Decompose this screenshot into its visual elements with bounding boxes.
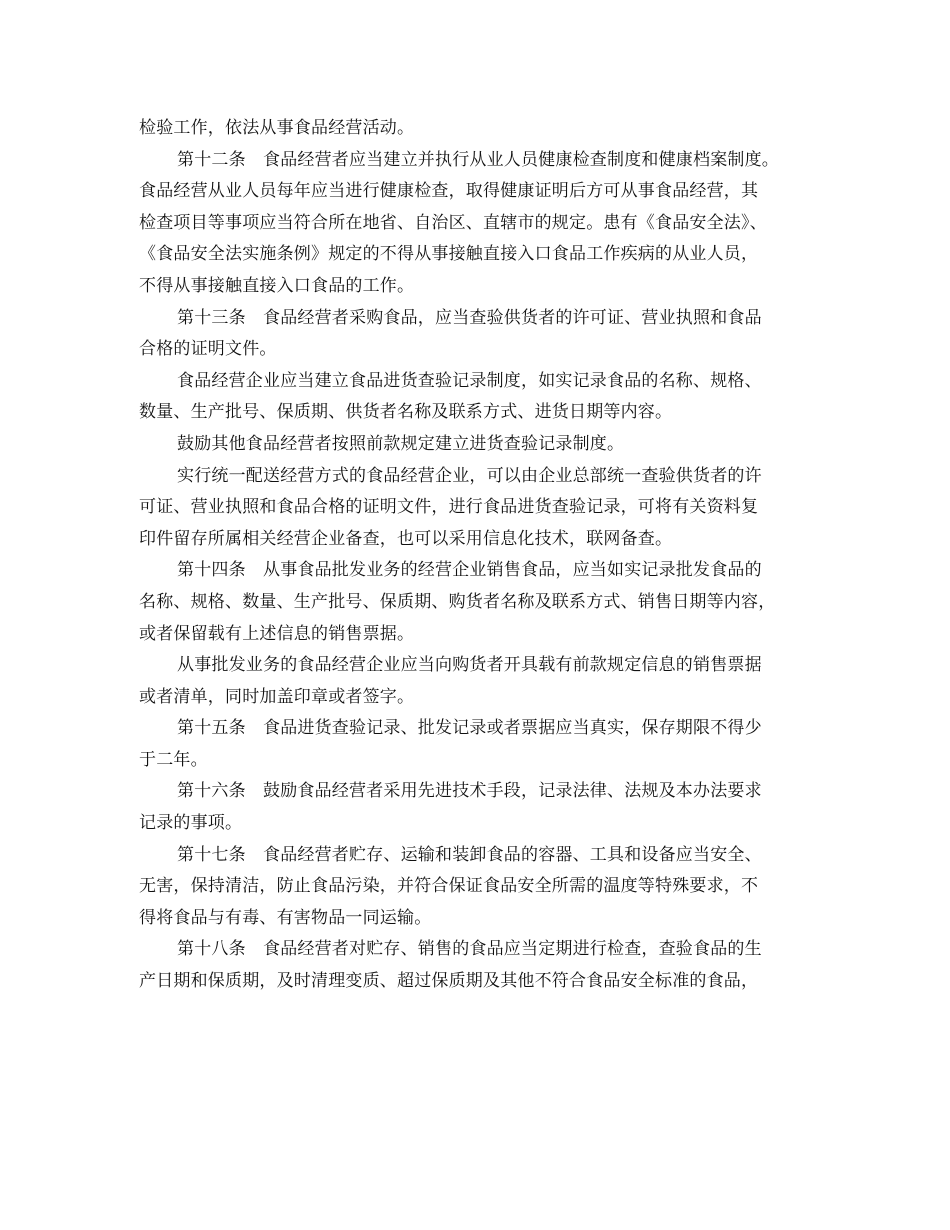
text-line: 名称、规格、数量、生产批号、保质期、购货者名称及联系方式、销售日期等内容， bbox=[139, 591, 776, 612]
text-line: 检验工作，依法从事食品经营活动。 bbox=[139, 118, 415, 138]
text-line: 或者保留载有上述信息的销售票据。 bbox=[139, 623, 415, 644]
paragraph-start-line: 实行统一配送经营方式的食品经营企业，可以由企业总部统一查验供货者的许 bbox=[177, 465, 762, 486]
text-line: 《食品安全法实施条例》规定的不得从事接触直接入口食品工作疾病的从业人员， bbox=[139, 244, 759, 265]
text-line: 检查项目等事项应当符合所在地省、自治区、直辖市的规定。患有《食品安全法》、 bbox=[139, 212, 767, 233]
text-line: 数量、生产批号、保质期、供货者名称及联系方式、进货日期等内容。 bbox=[139, 402, 673, 423]
article-12-heading-line: 第十二条 食品经营者应当建立并执行从业人员健康检查制度和健康档案制度。 bbox=[177, 149, 779, 170]
paragraph-start-line: 从事批发业务的食品经营企业应当向购货者开具载有前款规定信息的销售票据 bbox=[177, 655, 762, 676]
text-line: 印件留存所属相关经营企业备查，也可以采用信息化技术，联网备查。 bbox=[139, 528, 673, 549]
article-15-heading-line: 第十五条 食品进货查验记录、批发记录或者票据应当真实，保存期限不得少 bbox=[177, 718, 762, 739]
text-line: 合格的证明文件。 bbox=[139, 339, 277, 360]
article-16-heading-line: 第十六条 鼓励食品经营者采用先进技术手段，记录法律、法规及本办法要求 bbox=[177, 781, 762, 802]
article-14-heading-line: 第十四条 从事食品批发业务的经营企业销售食品，应当如实记录批发食品的 bbox=[177, 560, 762, 581]
text-line: 于二年。 bbox=[139, 749, 208, 770]
text-line: 食品经营从业人员每年应当进行健康检查，取得健康证明后方可从事食品经营，其 bbox=[139, 181, 759, 202]
text-line: 记录的事项。 bbox=[139, 813, 243, 834]
text-line: 无害，保持清洁，防止食品污染，并符合保证食品安全所需的温度等特殊要求，不 bbox=[139, 876, 759, 897]
article-13-heading-line: 第十三条 食品经营者采购食品，应当查验供货者的许可证、营业执照和食品 bbox=[177, 307, 762, 328]
text-line: 不得从事接触直接入口食品的工作。 bbox=[139, 275, 415, 296]
text-line: 或者清单，同时加盖印章或者签字。 bbox=[139, 686, 415, 707]
text-line: 可证、营业执照和食品合格的证明文件，进行食品进货查验记录，可将有关资料复 bbox=[139, 497, 759, 518]
paragraph-start-line: 食品经营企业应当建立食品进货查验记录制度，如实记录食品的名称、规格、 bbox=[177, 370, 762, 391]
article-17-heading-line: 第十七条 食品经营者贮存、运输和装卸食品的容器、工具和设备应当安全、 bbox=[177, 844, 762, 865]
text-line: 得将食品与有毒、有害物品一同运输。 bbox=[139, 907, 432, 928]
document-body bbox=[139, 113, 819, 998]
article-18-heading-line: 第十八条 食品经营者对贮存、销售的食品应当定期进行检查，查验食品的生 bbox=[177, 939, 762, 960]
text-line: 产日期和保质期，及时清理变质、超过保质期及其他不符合食品安全标准的食品， bbox=[139, 971, 759, 992]
paragraph-start-line: 鼓励其他食品经营者按照前款规定建立进货查验记录制度。 bbox=[177, 433, 625, 454]
